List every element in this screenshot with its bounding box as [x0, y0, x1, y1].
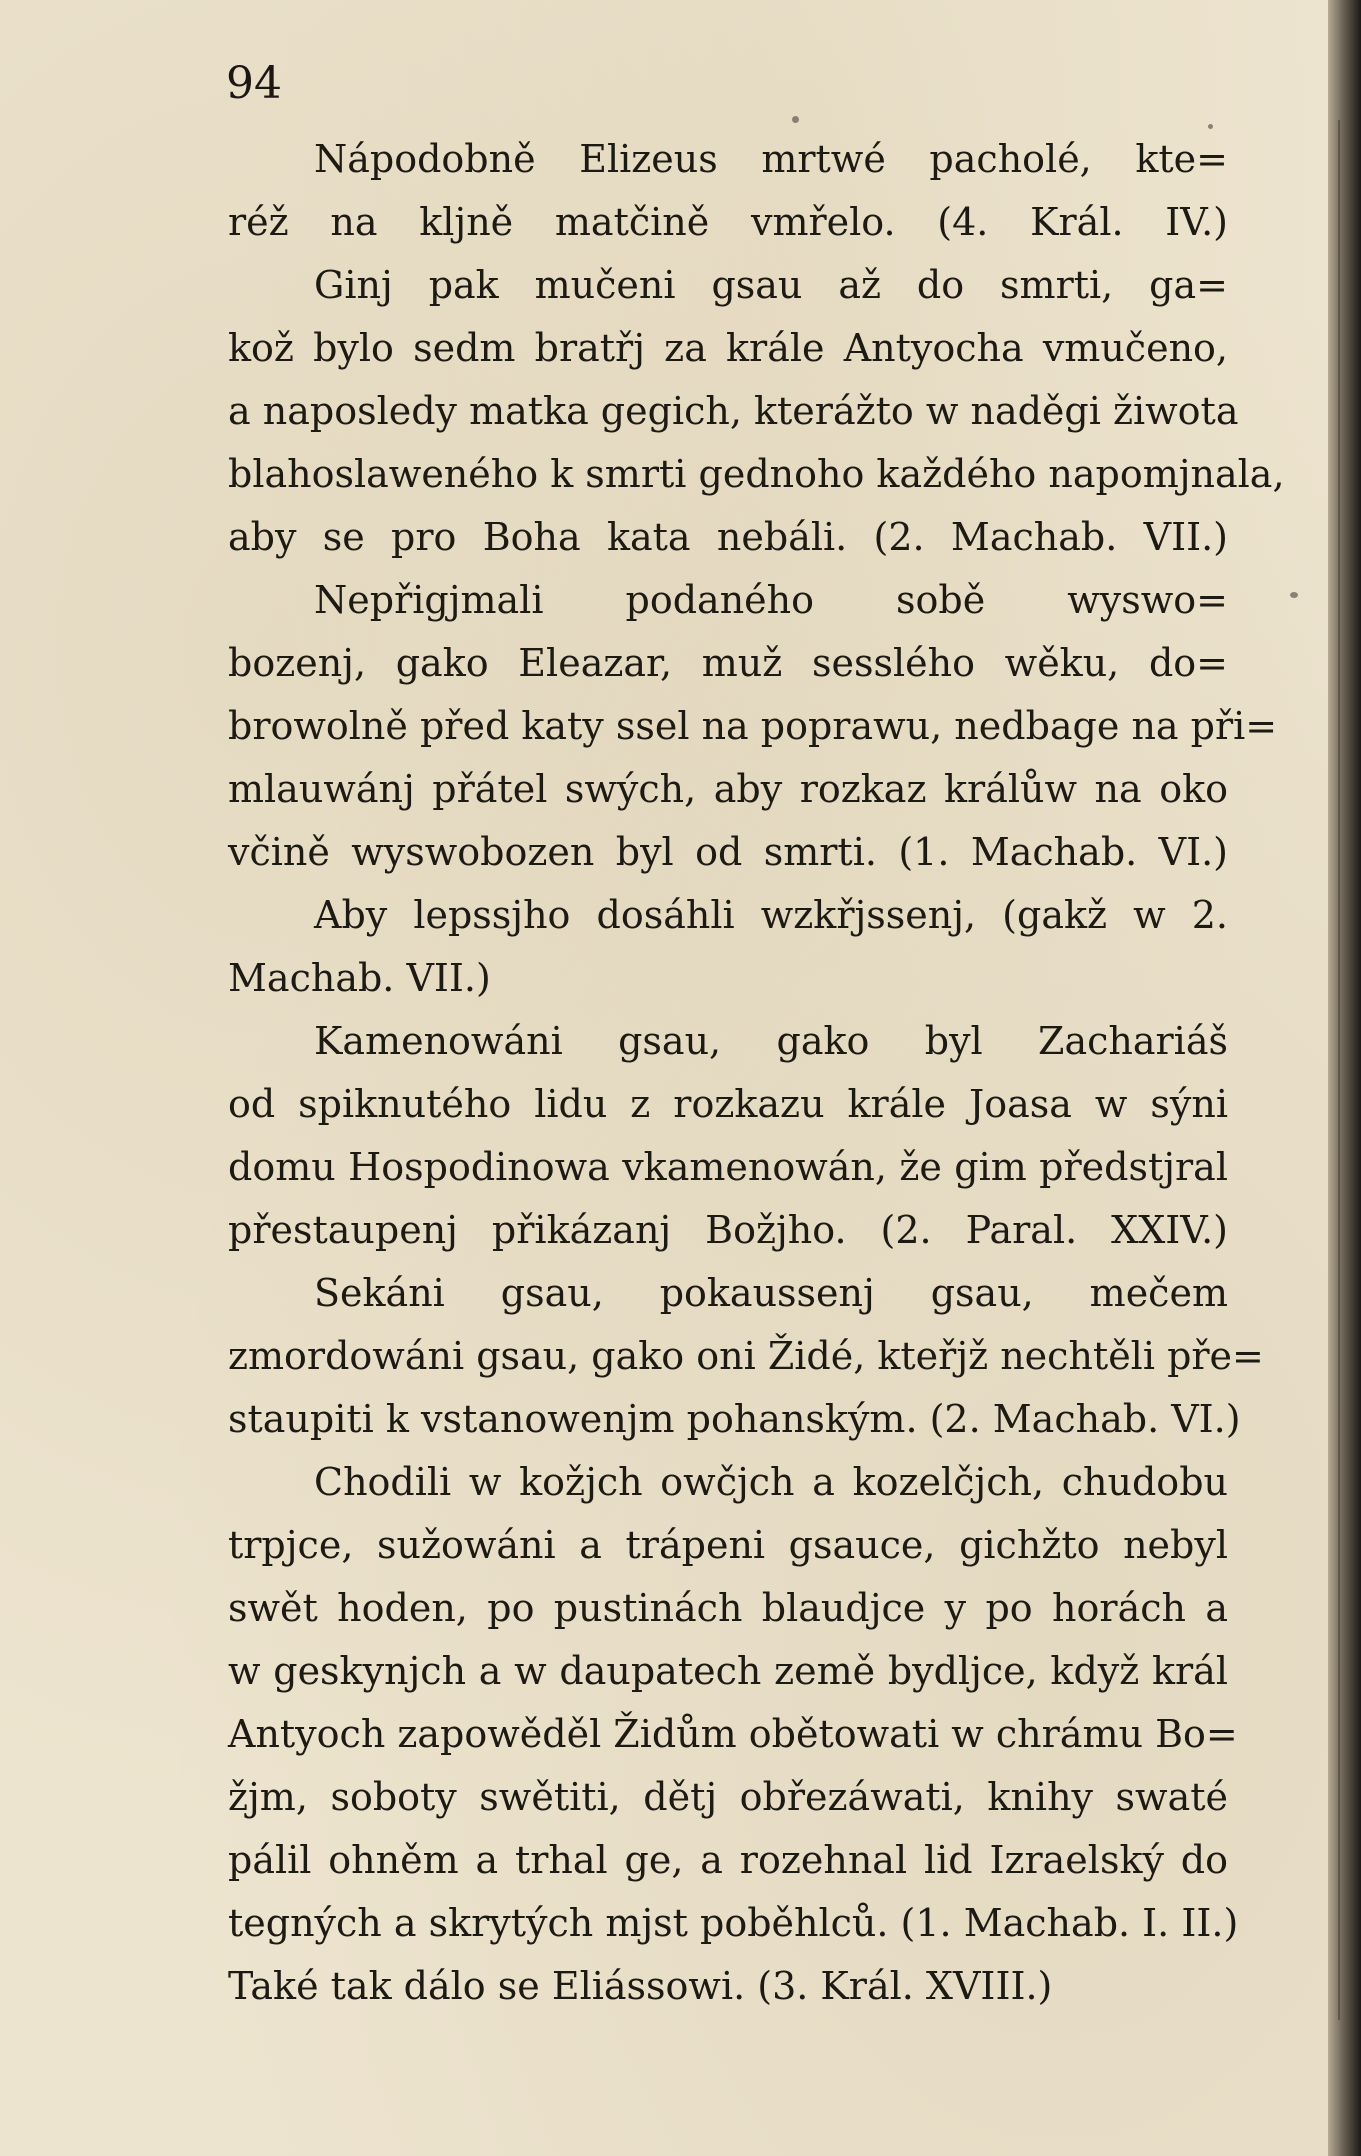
text-line: Machab. VII.): [228, 956, 491, 1000]
ink-speck: [792, 116, 799, 123]
text-line: trpjce, sužowáni a trápeni gsauce, gichžto nebyl: [228, 1523, 1228, 1567]
page-edge-line: [1338, 120, 1340, 2020]
page-number: 94: [226, 58, 282, 109]
text-line: réž na kljně matčině vmřelo. (4. Král. IV.): [228, 200, 1228, 244]
text-line: browolně před katy ssel na poprawu, nedbage na při=: [228, 704, 1278, 748]
text-line: přestaupenj přikázanj Božjho. (2. Paral. XXIV.): [228, 1208, 1228, 1252]
text-line: Také tak dálo se Eliássowi. (3. Král. XVIII.): [228, 1964, 1053, 2008]
text-line: Chodili w kožjch owčjch a kozelčjch, chudobu: [314, 1460, 1228, 1504]
text-line: a naposledy matka gegich, kterážto w naděgi žiwota: [228, 389, 1239, 433]
text-line: od spiknutého lidu z rozkazu krále Joasa w sýni: [228, 1082, 1228, 1126]
text-line: Kamenowáni gsau, gako byl Zachariáš: [314, 1019, 1228, 1063]
text-line: Nepřigjmali podaného sobě wyswo=: [314, 578, 1228, 622]
text-line: swět hoden, po pustinách blaudjce y po horách a: [228, 1586, 1228, 1630]
text-line: včině wyswobozen byl od smrti. (1. Machab. VI.): [228, 830, 1228, 874]
text-line: pálil ohněm a trhal ge, a rozehnal lid Izraelský do: [228, 1838, 1228, 1882]
text-line: aby se pro Boha kata nebáli. (2. Machab. VII.): [228, 515, 1228, 559]
text-line: Antyoch zapowěděl Židům obětowati w chrámu Bo=: [228, 1712, 1238, 1756]
text-line: blahoslaweného k smrti gednoho každého napomjnala,: [228, 452, 1285, 496]
text-line: bozenj, gako Eleazar, muž sesslého wěku, do=: [228, 641, 1228, 685]
text-line: staupiti k vstanowenjm pohanským. (2. Machab. VI.): [228, 1397, 1241, 1441]
text-line: domu Hospodinowa vkamenowán, že gim předstjral: [228, 1145, 1228, 1189]
text-line: tegných a skrytých mjst poběhlců. (1. Machab. I. II.): [228, 1901, 1239, 1945]
book-spine-edge: [1328, 0, 1361, 2156]
text-line: Nápodobně Elizeus mrtwé pacholé, kte=: [314, 137, 1228, 181]
ink-speck: [1208, 124, 1213, 129]
text-line: Ginj pak mučeni gsau až do smrti, ga=: [314, 263, 1228, 307]
body-text: [228, 128, 1285, 2018]
text-line: Aby lepssjho dosáhli wzkřjssenj, (gakž w 2.: [314, 893, 1228, 937]
text-line: w geskynjch a w daupatech země bydljce, když král: [228, 1649, 1228, 1693]
text-line: žjm, soboty swětiti, dětj obřezáwati, knihy swaté: [228, 1775, 1228, 1819]
text-line: kož bylo sedm bratřj za krále Antyocha vmučeno,: [228, 326, 1228, 370]
text-line: mlauwánj přátel swých, aby rozkaz králůw na oko: [228, 767, 1228, 811]
ink-speck: [1290, 592, 1298, 598]
text-line: Sekáni gsau, pokaussenj gsau, mečem: [314, 1271, 1228, 1315]
text-line: zmordowáni gsau, gako oni Židé, kteřjž nechtěli pře=: [228, 1334, 1264, 1378]
